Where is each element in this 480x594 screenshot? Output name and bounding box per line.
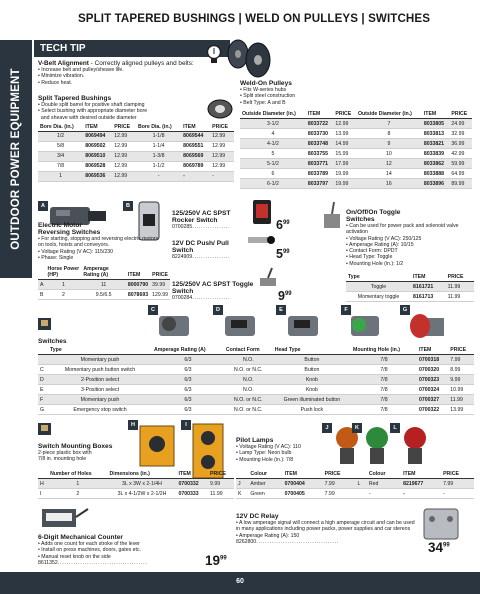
pushpull-switch-image xyxy=(246,232,276,248)
switch-row-cell: 6/3 xyxy=(152,375,224,385)
switch-label-e: E xyxy=(276,305,286,315)
motor-section xyxy=(38,222,164,261)
switch-row-cell: 7/8 xyxy=(351,375,417,385)
rocker-price: $6^{99}$ xyxy=(276,218,290,232)
switch-row-cell: 0700318 xyxy=(417,355,448,365)
pilot-section xyxy=(236,437,326,463)
tech-tip-title-rest: - Correctly aligned pulleys and belts: xyxy=(90,60,194,67)
bushings-bullet: • Double split barrel for positive shaft clamping xyxy=(38,102,145,108)
boxes-heading: Switch Mounting Boxes xyxy=(38,443,113,450)
counter-bullet: • Adds one count for each stroke of the lever xyxy=(38,541,140,547)
switch-row-cell: 6/3 xyxy=(152,365,224,375)
bushing-row-cell: 1-1/8 xyxy=(136,131,181,141)
lamp-row xyxy=(236,479,474,489)
switch-row-cell: 7/8 xyxy=(351,355,417,365)
onoff-bullet: • Can be used for power pack and solenoid valve activation xyxy=(346,223,459,236)
bushing-row-cell: - xyxy=(136,171,181,181)
lamp-row-cell: Red xyxy=(367,479,401,489)
switch-label-g: G xyxy=(400,305,410,315)
pulley-row-cell: 4 xyxy=(240,129,306,139)
bushing-row-cell: 8069551 xyxy=(181,141,210,151)
switch-row xyxy=(38,375,474,385)
box-row-cell: H xyxy=(38,479,48,489)
box-row-cell: I xyxy=(38,489,48,499)
onoff-bullet: • Contact Form: DPDT xyxy=(346,248,398,255)
onoff-heading: On/Off/On Toggle Switches xyxy=(346,209,401,223)
switch-row-cell: 11.99 xyxy=(448,395,474,405)
lamp-row-cell: 7.99 xyxy=(323,489,356,499)
pulley-row-cell: 8033771 xyxy=(306,159,334,169)
switch-row-cell: 0700322 xyxy=(417,405,448,415)
switch-row xyxy=(38,385,474,395)
pulley-row-cell: 8033805 xyxy=(422,119,450,129)
switch-row-cell: E xyxy=(38,385,48,395)
relay-image xyxy=(418,505,464,545)
switch-label-c: C xyxy=(148,305,158,315)
rocker-item: 0700285 xyxy=(172,224,193,230)
pulley-row-cell: 3-1/2 xyxy=(240,119,306,129)
pulleys-image xyxy=(224,38,274,80)
switch-row-cell: C xyxy=(38,365,48,375)
switch-row xyxy=(38,355,474,365)
pulley-row-cell: 6 xyxy=(240,169,306,179)
pilot-bullet: • Mounting Hole (in.): 7/8 xyxy=(236,456,294,463)
box-row-cell: 3L x 3W x 2-1/4H xyxy=(108,479,177,489)
pulley-row xyxy=(240,169,472,179)
switch-row-cell: 6/3 xyxy=(152,385,224,395)
lamp-label-l: L xyxy=(390,423,400,433)
pulley-row-cell: 8033896 xyxy=(422,179,450,189)
bushing-row-cell: 1-1/2 xyxy=(136,161,181,171)
switch-row-cell: F xyxy=(38,395,48,405)
bushing-row-cell: 7/8 xyxy=(38,161,83,171)
lamp-l-image xyxy=(400,426,430,466)
pulley-row-cell: 8033730 xyxy=(306,129,334,139)
pulley-row-cell: 8033888 xyxy=(422,169,450,179)
page-footer xyxy=(0,572,480,594)
bushing-row-cell: 1-1/4 xyxy=(136,141,181,151)
bushing-row-cell: 5/8 xyxy=(38,141,83,151)
onoff-row-cell: Momentary toggle xyxy=(346,292,411,302)
bushing-row-cell: 12.99 xyxy=(112,131,136,141)
switch-c-image xyxy=(155,310,199,340)
lamp-row-cell: K xyxy=(236,489,248,499)
switch-row-cell: 0700327 xyxy=(417,395,448,405)
motor-bullet: • Phase: Single xyxy=(38,254,74,261)
onoff-row-cell: Toggle xyxy=(346,282,411,292)
switch-row-cell: Momentary push xyxy=(48,355,152,365)
bushing-row-cell: 12.99 xyxy=(112,141,136,151)
switch-row-cell: 13.99 xyxy=(448,405,474,415)
rocker-section: 125/250V AC SPST Rocker Switch 0700285................. xyxy=(172,210,252,230)
pulley-row-cell: 8033755 xyxy=(306,149,334,159)
bushing-row xyxy=(38,161,234,171)
bushing-row-cell: 8069494 xyxy=(83,131,112,141)
made-in-canada-icon xyxy=(38,318,51,330)
toggle-spst-price: $9^{99}$ xyxy=(278,289,292,303)
boxes-line: 7/8 in. mounting hole xyxy=(38,456,87,463)
toggle-spst-item: 0700284 xyxy=(172,295,193,301)
box-h-image xyxy=(138,422,178,468)
pulley-row-cell: 16 xyxy=(356,179,422,189)
lamp-row-cell: L xyxy=(355,479,366,489)
pulley-row-cell: 5-1/2 xyxy=(240,159,306,169)
pilot-heading: Pilot Lamps xyxy=(236,437,274,444)
tech-tip-bullet: • Reduce heat. xyxy=(38,79,73,86)
motor-row-cell: 9.5/6.5 xyxy=(81,290,126,300)
bushing-row-cell: 8069789 xyxy=(181,161,210,171)
motor-row-cell: B xyxy=(40,291,44,298)
onoff-table: Type ITEM PRICE Toggle 8161721 11.99 Momentary toggle 8161713 11.99 xyxy=(346,273,474,302)
pushpull-section: 12V DC Push/ Pull Switch 8224909................. xyxy=(172,240,231,260)
switch-row-cell: 9.99 xyxy=(448,375,474,385)
relay-bullet: • Amperage Rating (A): 150 xyxy=(236,532,300,539)
lamp-row xyxy=(236,489,474,499)
bushing-row-cell: 1/2 xyxy=(38,131,83,141)
bushing-row xyxy=(38,171,234,181)
motor-row-cell: 8000790 xyxy=(127,281,149,288)
switch-row-cell: 7.99 xyxy=(448,355,474,365)
counter-heading: 6-Digit Mechanical Counter xyxy=(38,534,123,541)
pilot-bullet: • Lamp Type: Neon bulb xyxy=(236,450,292,457)
lamp-row-cell: - xyxy=(367,489,401,499)
switch-label-f: F xyxy=(341,305,351,315)
motor-row-cell: 39.99 xyxy=(150,280,170,290)
bushings-table: Bore Dia. (in.) ITEM PRICE Bore Dia. (in.) ITEM PRICE 1/2 8069494 12.99 1-1/8 8069544 12.99 5/8 8069502 12.99 1-1/4 8069551 12.99 3/4 8069510 12.99 1-3/8 8069569 12.99 7/8 8069528 12.99 1-1/2 8069789 12.99 1 8069536 12.99 - - - xyxy=(38,123,234,182)
switches-table: Type Amperage Rating (A) Contact Form Head Type Mounting Hole (in.) ITEM PRICE Momentary push 6/3 N.O. Button 7/8 0700318 7.99 C Momentary push button switch 6/3 N.O. or N.C. Button 7/8 0700320 8.99 D 2-Position select 6/3 N.O. Knob 7/8 0700323 9.99 E 3-Position select 6/3 N.O. Knob 7/8 0700324 10.99 F Momentary push 6/3 N.O. or N.C. Green illuminated button 7/8 0700327 11.99 G Emergency stop switch 6/3 N.O. or N.C. Push lock 7/8 0700322 13.99 xyxy=(38,346,474,415)
switch-row xyxy=(38,405,474,415)
pulley-row-cell: 89.99 xyxy=(449,179,472,189)
pulley-row-cell: 64.99 xyxy=(449,169,472,179)
box-label-i: I xyxy=(181,420,191,430)
made-in-canada-icon xyxy=(38,423,51,435)
pulley-row-cell: 19.99 xyxy=(333,169,356,179)
onoff-row-cell: 8161713 xyxy=(411,292,446,302)
box-row-cell: 1 xyxy=(48,479,107,489)
pulley-row-cell: 36.99 xyxy=(449,139,472,149)
lamp-row-cell: Amber xyxy=(248,479,282,489)
tech-tip-title: V-Belt Alignment xyxy=(38,60,89,67)
switch-row-cell: D xyxy=(38,375,48,385)
pulleys-bullet: • Belt Type: A and B xyxy=(240,99,286,106)
rocker-switch-image xyxy=(250,198,276,226)
switch-d-image xyxy=(221,310,265,340)
motor-row-cell: 129.99 xyxy=(150,290,170,300)
bushing-row-cell: - xyxy=(210,171,234,181)
bushing-row-cell: 8069536 xyxy=(83,171,112,181)
page-number: 60 xyxy=(236,578,244,585)
motor-heading: Electric Motor Reversing Switches xyxy=(38,222,101,236)
bushing-row-cell: - xyxy=(181,171,210,181)
pushpull-heading: 12V DC Push/ Pull Switch xyxy=(172,240,229,254)
pulley-row xyxy=(240,129,472,139)
switch-row-cell: 0700320 xyxy=(417,365,448,375)
onoff-row xyxy=(346,282,474,292)
bushings-section xyxy=(38,95,234,182)
motor-label-a: A xyxy=(38,201,48,211)
pulley-row-cell: 14.99 xyxy=(333,139,356,149)
switch-row-cell: 2-Position select xyxy=(48,375,152,385)
rocker-heading: 125/250V AC SPST Rocker Switch xyxy=(172,210,231,224)
switch-row-cell: N.O. or N.C. xyxy=(224,365,273,375)
switch-row-cell: N.O. xyxy=(224,385,273,395)
bushings-bullet: • Select bushing with appropriate diameter bore xyxy=(38,108,148,115)
switch-label-d: D xyxy=(213,305,223,315)
pulley-row xyxy=(240,119,472,129)
box-row-cell: 0700332 xyxy=(176,479,208,489)
box-row-cell: 11.99 xyxy=(208,489,234,499)
switch-row xyxy=(38,365,474,375)
relay-section: 12V DC Relay • A low amperage signal will connect a high amperage circuit and can be used in many applications including power packs, power supplies and car stereos • Amperage Rating (A): 150 8262800..................................... xyxy=(236,513,415,545)
relay-bullet: • A low amperage signal will connect a high amperage circuit and can be used in many applications including power packs, power supplies and car stereos xyxy=(236,520,415,533)
boxes-line: 2-piece plastic box with xyxy=(38,450,92,456)
pulley-row-cell: 5 xyxy=(240,149,306,159)
pulleys-table: Outside Diameter (in.) ITEM PRICE Outside Diameter (in.) ITEM PRICE 3-1/2 8033722 12.99 7 8033805 24.99 4 8033730 13.99 8 8033813 32.99 4-1/2 8033748 14.99 9 8033821 36.99 5 8033755 15.99 10 8033839 42.99 5-1/2 8033771 17.99 12 8033862 59.99 6 8033789 19.99 14 8033888 64.99 6-1/2 8033797 19.99 16 8033896 89.99 xyxy=(240,110,472,189)
bushing-row-cell: 12.99 xyxy=(210,141,234,151)
switch-e-image xyxy=(284,310,328,340)
switch-row xyxy=(38,395,474,405)
pulley-row-cell: 8 xyxy=(356,129,422,139)
counter-item: 8611352 xyxy=(38,559,58,566)
pilot-bullet: • Voltage Rating (V AC): 110 xyxy=(236,444,301,450)
switch-row-cell: 3-Position select xyxy=(48,385,152,395)
pulley-row-cell: 15.99 xyxy=(333,149,356,159)
box-row xyxy=(38,479,234,489)
lamp-row-cell: 0700405 xyxy=(283,489,323,499)
onoff-bullet: • Amperage Rating (A): 10/15 xyxy=(346,241,414,248)
bushings-bullet: and sheave with desired outside diameter xyxy=(40,114,137,121)
onoff-bullet: • Voltage Rating (V AC): 250/125 xyxy=(346,235,422,242)
switch-row-cell: 6/3 xyxy=(152,355,224,365)
motor-bullet: • Voltage Rating (V AC): 115/230 xyxy=(38,248,113,255)
switch-row-cell: Push lock xyxy=(273,405,351,415)
bushing-row-cell: 12.99 xyxy=(210,151,234,161)
counter-price: $19^{99}$ xyxy=(205,553,227,568)
motor-row-cell: 2 xyxy=(45,290,81,300)
onoff-section xyxy=(346,209,476,267)
motor-row xyxy=(38,290,170,300)
bushing-row-cell: 3/4 xyxy=(38,151,83,161)
box-label-h: H xyxy=(128,420,138,430)
pulley-row-cell: 12 xyxy=(356,159,422,169)
page-title: SPLIT TAPERED BUSHINGS | WELD ON PULLEYS | SWITCHES xyxy=(77,12,431,25)
bushing-image xyxy=(206,98,234,120)
counter-bullet: • Install on press machines, doors, gates etc. xyxy=(38,547,142,554)
onoff-row-cell: 11.99 xyxy=(446,282,474,292)
pulley-row-cell: 8033813 xyxy=(422,129,450,139)
pulley-row-cell: 42.99 xyxy=(449,149,472,159)
box-row-cell: 3L x 4-1/2W x 2-1/2H xyxy=(108,489,177,499)
bushing-row-cell: 1 xyxy=(38,171,83,181)
pulley-row-cell: 8033789 xyxy=(306,169,334,179)
switch-row-cell: 6/3 xyxy=(152,405,224,415)
pulley-row-cell: 10 xyxy=(356,149,422,159)
side-tab-label: OUTDOOR POWER EQUIPMENT xyxy=(10,68,22,250)
pulley-row-cell: 12.99 xyxy=(333,119,356,129)
bushing-row-cell: 8069544 xyxy=(181,131,210,141)
lamp-row-cell: - xyxy=(401,489,441,499)
pulley-row-cell: 14 xyxy=(356,169,422,179)
lamp-label-k: K xyxy=(352,423,362,433)
counter-bullet: • Manual reset knob on the side xyxy=(38,553,111,560)
lamp-label-j: J xyxy=(322,423,332,433)
pulleys-bullet: • Fits W-series hubs xyxy=(240,87,287,93)
bushings-heading: Split Tapered Bushings xyxy=(38,95,112,102)
bushing-row-cell: 8069510 xyxy=(83,151,112,161)
pulley-row-cell: 59.99 xyxy=(449,159,472,169)
switch-row-cell: 0700324 xyxy=(417,385,448,395)
tech-tip-bullet: • Minimize vibration. xyxy=(38,73,85,80)
bushing-row-cell: 12.99 xyxy=(210,131,234,141)
side-tab xyxy=(0,40,32,278)
pulley-row-cell: 8033839 xyxy=(422,149,450,159)
toggle-spst-section: 125/250V AC SPST Toggle Switch 0700284................. xyxy=(172,281,262,301)
pushpull-price: $5^{99}$ xyxy=(276,247,290,261)
pulley-row-cell: 24.99 xyxy=(449,119,472,129)
switch-row-cell: N.O. or N.C. xyxy=(224,395,273,405)
lamp-row-cell: Green xyxy=(248,489,282,499)
switch-row-cell xyxy=(38,355,48,365)
onoff-row xyxy=(346,292,474,302)
pulley-row-cell: 8033821 xyxy=(422,139,450,149)
onoff-toggle-image xyxy=(320,200,344,230)
pulley-row-cell: 19.99 xyxy=(333,179,356,189)
switch-row-cell: Emergency stop switch xyxy=(48,405,152,415)
lamp-row-cell: J xyxy=(236,479,248,489)
pulley-row xyxy=(240,179,472,189)
motor-row xyxy=(38,280,170,290)
pulley-row-cell: 17.99 xyxy=(333,159,356,169)
switch-row-cell: 0700323 xyxy=(417,375,448,385)
bushing-row-cell: 8069569 xyxy=(181,151,210,161)
pulleys-section xyxy=(240,80,320,106)
toggle-spst-image xyxy=(256,266,280,288)
bushing-row-cell: 8069502 xyxy=(83,141,112,151)
pulley-row-cell: 8033748 xyxy=(306,139,334,149)
boxes-table: Number of Holes Dimensions (in.) ITEM PRICE H 1 3L x 3W x 2-1/4H 0700332 9.99 I 2 3L x 4-1/2W x 2-1/2H 0700333 11.99 xyxy=(38,470,234,499)
pulley-row-cell: 6-1/2 xyxy=(240,179,306,189)
lamp-k-image xyxy=(362,426,392,466)
switch-row-cell: Green illuminated button xyxy=(273,395,351,405)
boxes-section xyxy=(38,443,138,463)
counter-section: 6-Digit Mechanical Counter • Adds one count for each stroke of the lever • Install on press machines, doors, gates etc. • Manual reset knob on the side 8611352........................................ xyxy=(38,534,218,566)
pulley-row-cell: 8033862 xyxy=(422,159,450,169)
motor-bullet: • For starting, stopping and reversing electric motors on tools, hoists and conveyors. xyxy=(38,236,159,249)
pulley-row-cell: 9 xyxy=(356,139,422,149)
switch-f-image xyxy=(349,310,387,340)
switch-row-cell: 10.99 xyxy=(448,385,474,395)
toggle-spst-heading: 125/250V AC SPST Toggle Switch xyxy=(172,281,254,295)
pulley-row xyxy=(240,159,472,169)
switch-row-cell: Button xyxy=(273,355,351,365)
switch-row-cell: 7/8 xyxy=(351,365,417,375)
switch-row-cell: 8.99 xyxy=(448,365,474,375)
pulleys-heading: Weld-On Pulleys xyxy=(240,80,292,87)
pulley-row-cell: 7 xyxy=(356,119,422,129)
lamp-row-cell: 8219677 xyxy=(401,479,441,489)
box-row-cell: 9.99 xyxy=(208,479,234,489)
bushing-row xyxy=(38,141,234,151)
switches-heading: Switches xyxy=(38,338,67,345)
bushing-row-cell: 12.99 xyxy=(210,161,234,171)
pushpull-item: 8224909 xyxy=(172,254,193,260)
pulley-row-cell: 32.99 xyxy=(449,129,472,139)
relay-item: 8262800 xyxy=(236,538,257,545)
pulley-row-cell: 4-1/2 xyxy=(240,139,306,149)
lamp-row-cell: 7.99 xyxy=(323,479,356,489)
switch-row-cell: 7/8 xyxy=(351,385,417,395)
motor-row-cell: A xyxy=(40,281,44,288)
switch-row-cell: Momentary push button switch xyxy=(48,365,152,375)
bushing-row-cell: 12.99 xyxy=(112,171,136,181)
tech-tip-body xyxy=(38,60,208,86)
pulley-row xyxy=(240,139,472,149)
switch-row-cell: N.O. xyxy=(224,375,273,385)
box-row xyxy=(38,489,234,499)
motor-row-cell: 1 xyxy=(45,280,81,290)
box-row-cell: 0700333 xyxy=(176,489,208,499)
onoff-row-cell: 8161721 xyxy=(411,282,446,292)
motor-row-cell: 11 xyxy=(81,280,126,290)
motor-label-b: B xyxy=(123,201,133,211)
bushing-row-cell: 12.99 xyxy=(112,151,136,161)
onoff-row-cell: 11.99 xyxy=(446,292,474,302)
box-row-cell: 2 xyxy=(48,489,107,499)
lamp-row-cell: 7.99 xyxy=(441,479,474,489)
onoff-bullet: • Head Type: Toggle xyxy=(346,254,393,261)
pulley-row xyxy=(240,149,472,159)
switch-row-cell: G xyxy=(38,405,48,415)
pulleys-bullet: • Split steel construction xyxy=(240,93,296,100)
lamp-row-cell xyxy=(355,489,366,499)
switch-row-cell: Knob xyxy=(273,375,351,385)
bushing-row-cell: 8069528 xyxy=(83,161,112,171)
pulley-row-cell: 8033722 xyxy=(306,119,334,129)
tech-tip-header: TECH TIP xyxy=(34,40,230,57)
pulley-row-cell: 8033797 xyxy=(306,179,334,189)
bushing-row xyxy=(38,151,234,161)
counter-image xyxy=(40,505,90,531)
bushing-row-cell: 1-3/8 xyxy=(136,151,181,161)
switch-row-cell: Momentary push xyxy=(48,395,152,405)
pulley-row-cell: 13.99 xyxy=(333,129,356,139)
bushing-row xyxy=(38,131,234,141)
motor-row-cell: 8078693 xyxy=(127,291,149,298)
switch-g-image xyxy=(406,310,450,340)
motor-table: Horse Power (HP) Amperage Rating (A) ITEM PRICE A 1 11 8000790 39.99 B 2 9.5/6.5 8078693 129.99 xyxy=(38,265,170,300)
switch-row-cell: 6/3 xyxy=(152,395,224,405)
bushing-row-cell: 12.99 xyxy=(112,161,136,171)
lamp-row-cell: - xyxy=(441,489,474,499)
relay-heading: 12V DC Relay xyxy=(236,513,279,520)
switch-row-cell: 7/8 xyxy=(351,405,417,415)
relay-price: $34^{99}$ xyxy=(428,540,450,555)
switch-row-cell: Knob xyxy=(273,385,351,395)
switch-row-cell: 7/8 xyxy=(351,395,417,405)
switch-row-cell: Button xyxy=(273,365,351,375)
switch-row-cell: N.O. or N.C. xyxy=(224,405,273,415)
pilot-table: Colour ITEM PRICE Colour ITEM PRICE J Amber 0700404 7.99 L Red 8219677 7.99 K Green 0700405 7.99 - - - xyxy=(236,470,474,499)
tech-tip-bullet: • Increase belt and pulley/sheave life. xyxy=(38,67,124,73)
switch-row-cell: N.O. xyxy=(224,355,273,365)
onoff-bullet: • Mounting Hole (in.): 1/2 xyxy=(346,260,404,267)
lamp-row-cell: 0700404 xyxy=(283,479,323,489)
